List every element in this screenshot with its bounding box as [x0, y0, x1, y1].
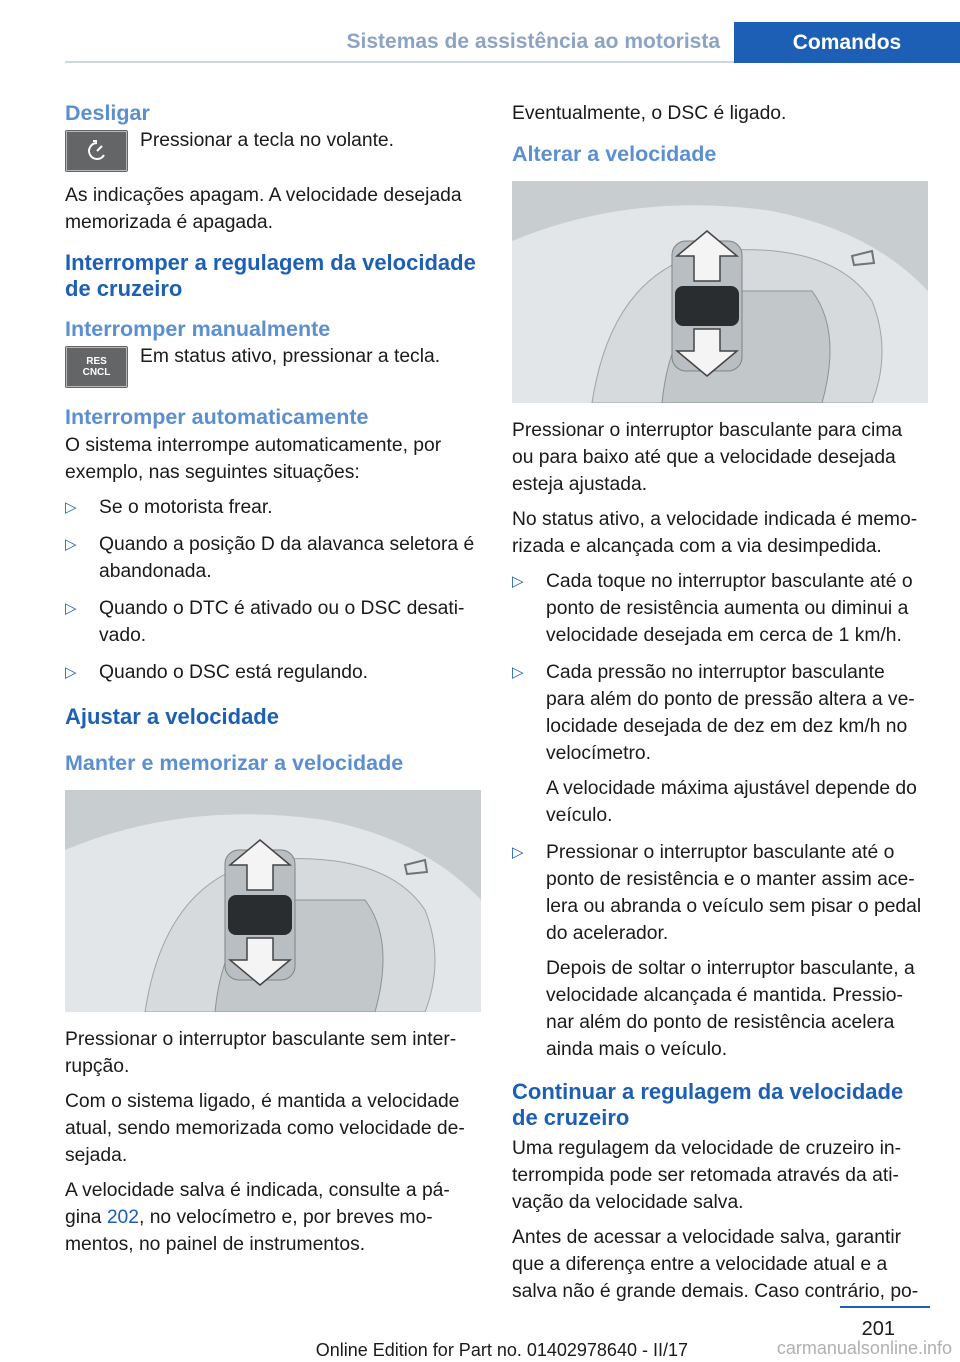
- alterar-paragraph-1: Pressionar o interruptor basculante para cima ou para baixo até que a velocidade desejada esteja ajustada.: [512, 420, 903, 495]
- dsc-paragraph: Eventualmente, o DSC é ligado.: [512, 103, 787, 124]
- header-section-title: Sistemas de assistência ao motorista: [346, 30, 720, 53]
- steering-wheel-rocker-photo: [65, 790, 481, 1012]
- left-column: [65, 100, 481, 1266]
- triangle-bullet-icon: ▷: [512, 664, 524, 681]
- res-cncl-label: RES CNCL: [82, 356, 111, 378]
- page-link[interactable]: 202: [106, 1207, 139, 1228]
- cruise-off-key: [65, 130, 128, 172]
- continuar-paragraph-2: Antes de acessar a velocidade salva, garantir que a diferença entre a velocidade atual e a salva não é grande demais. Caso contrário, po‐: [512, 1227, 919, 1302]
- list-item: ▷ Quando o DSC está regulando.: [65, 659, 481, 686]
- alterar-paragraph-2: No status ativo, a velocidade indicada é memo‐rizada e alcançada com a via desimpedida.: [512, 509, 918, 557]
- manter-paragraph-3: A velocidade salva é indicada, consulte a pá‐gina 202, no velocímetro e, por breves mo‐mentos, no painel de instrumentos.: [65, 1180, 450, 1255]
- list-item: ▷ Pressionar o interruptor basculante até o ponto de resistência e o manter assim ace‐lera ou abranda o veículo sem pisar o pedal do acelerador. Depois de soltar o interruptor basculante, a velocidade alcançada é mantida. Pressio‐nar além do ponto de resistência acelera ainda mais o veículo.: [512, 839, 928, 1063]
- manter-paragraph-2: Com o sistema ligado, é mantida a velocidade atual, sendo memorizada como velocidade de‐sejada.: [65, 1091, 465, 1166]
- watermark: carmanualsonline.info: [776, 1338, 952, 1358]
- right-column: [512, 100, 928, 1313]
- heading-alterar: Alterar a velocidade: [512, 142, 717, 166]
- triangle-bullet-icon: ▷: [65, 536, 77, 553]
- heading-interromper-manual: Interromper manualmente: [65, 317, 331, 341]
- edition-footer: Online Edition for Part no. 01402978640 - II/17: [315, 1340, 688, 1360]
- page-number: 201: [861, 1318, 895, 1340]
- page-number-rule: [840, 1306, 930, 1308]
- res-cncl-key: [65, 346, 128, 388]
- heading-interromper-auto: Interromper automaticamente: [65, 405, 369, 429]
- continuar-paragraph-1: Uma regulagem da velocidade de cruzeiro in‐terrompida pode ser retomada através da ati‐vação da velocidade salva.: [512, 1138, 902, 1213]
- heading-desligar: Desligar: [65, 101, 150, 125]
- heading-interromper: Interromper a regulagem da velocidade de cruzeiro: [65, 250, 476, 301]
- desligar-text: Pressionar a tecla no volante.: [140, 130, 395, 151]
- triangle-bullet-icon: ▷: [512, 573, 524, 590]
- cruise-control-icon: [84, 139, 110, 163]
- heading-continuar: Continuar a regulagem da velocidade de cruzeiro: [512, 1079, 904, 1130]
- list-item: ▷ Se o motorista frear.: [65, 494, 481, 521]
- header-tab: Comandos: [734, 22, 960, 63]
- triangle-bullet-icon: ▷: [65, 499, 77, 516]
- manter-paragraph-1: Pressionar o interruptor basculante sem inter‐rupção.: [65, 1029, 457, 1077]
- alterar-list: [512, 568, 928, 1063]
- res-key-row: [65, 346, 481, 388]
- triangle-bullet-icon: ▷: [65, 600, 77, 617]
- desligar-key-row: [65, 130, 481, 172]
- auto-list: [65, 494, 481, 686]
- list-item: ▷ Cada toque no interruptor basculante até o ponto de resistência aumenta ou diminui a velocidade desejada em cerca de 1 km/h.: [512, 568, 928, 649]
- triangle-bullet-icon: ▷: [65, 664, 77, 681]
- triangle-bullet-icon: ▷: [512, 844, 524, 861]
- steering-wheel-rocker-photo-2: [512, 181, 928, 403]
- list-item: ▷ Quando a posição D da alavanca seletora é abandonada.: [65, 531, 481, 585]
- list-item: ▷ Quando o DTC é ativado ou o DSC desati‐vado.: [65, 595, 481, 649]
- list-item: ▷ Cada pressão no interruptor basculante para além do ponto de pressão altera a ve‐locidade desejada de dez em dez km/h no velocímetro. A velocidade máxima ajustável depende do veículo.: [512, 659, 928, 829]
- heading-ajustar: Ajustar a velocidade: [65, 704, 279, 729]
- desligar-paragraph: As indicações apagam. A velocidade desejada memorizada é apagada.: [65, 185, 462, 233]
- manual-text: Em status ativo, pressionar a tecla.: [140, 346, 441, 367]
- auto-paragraph: O sistema interrompe automaticamente, por exemplo, nas seguintes situações:: [65, 435, 442, 483]
- heading-manter: Manter e memorizar a velocidade: [65, 751, 404, 775]
